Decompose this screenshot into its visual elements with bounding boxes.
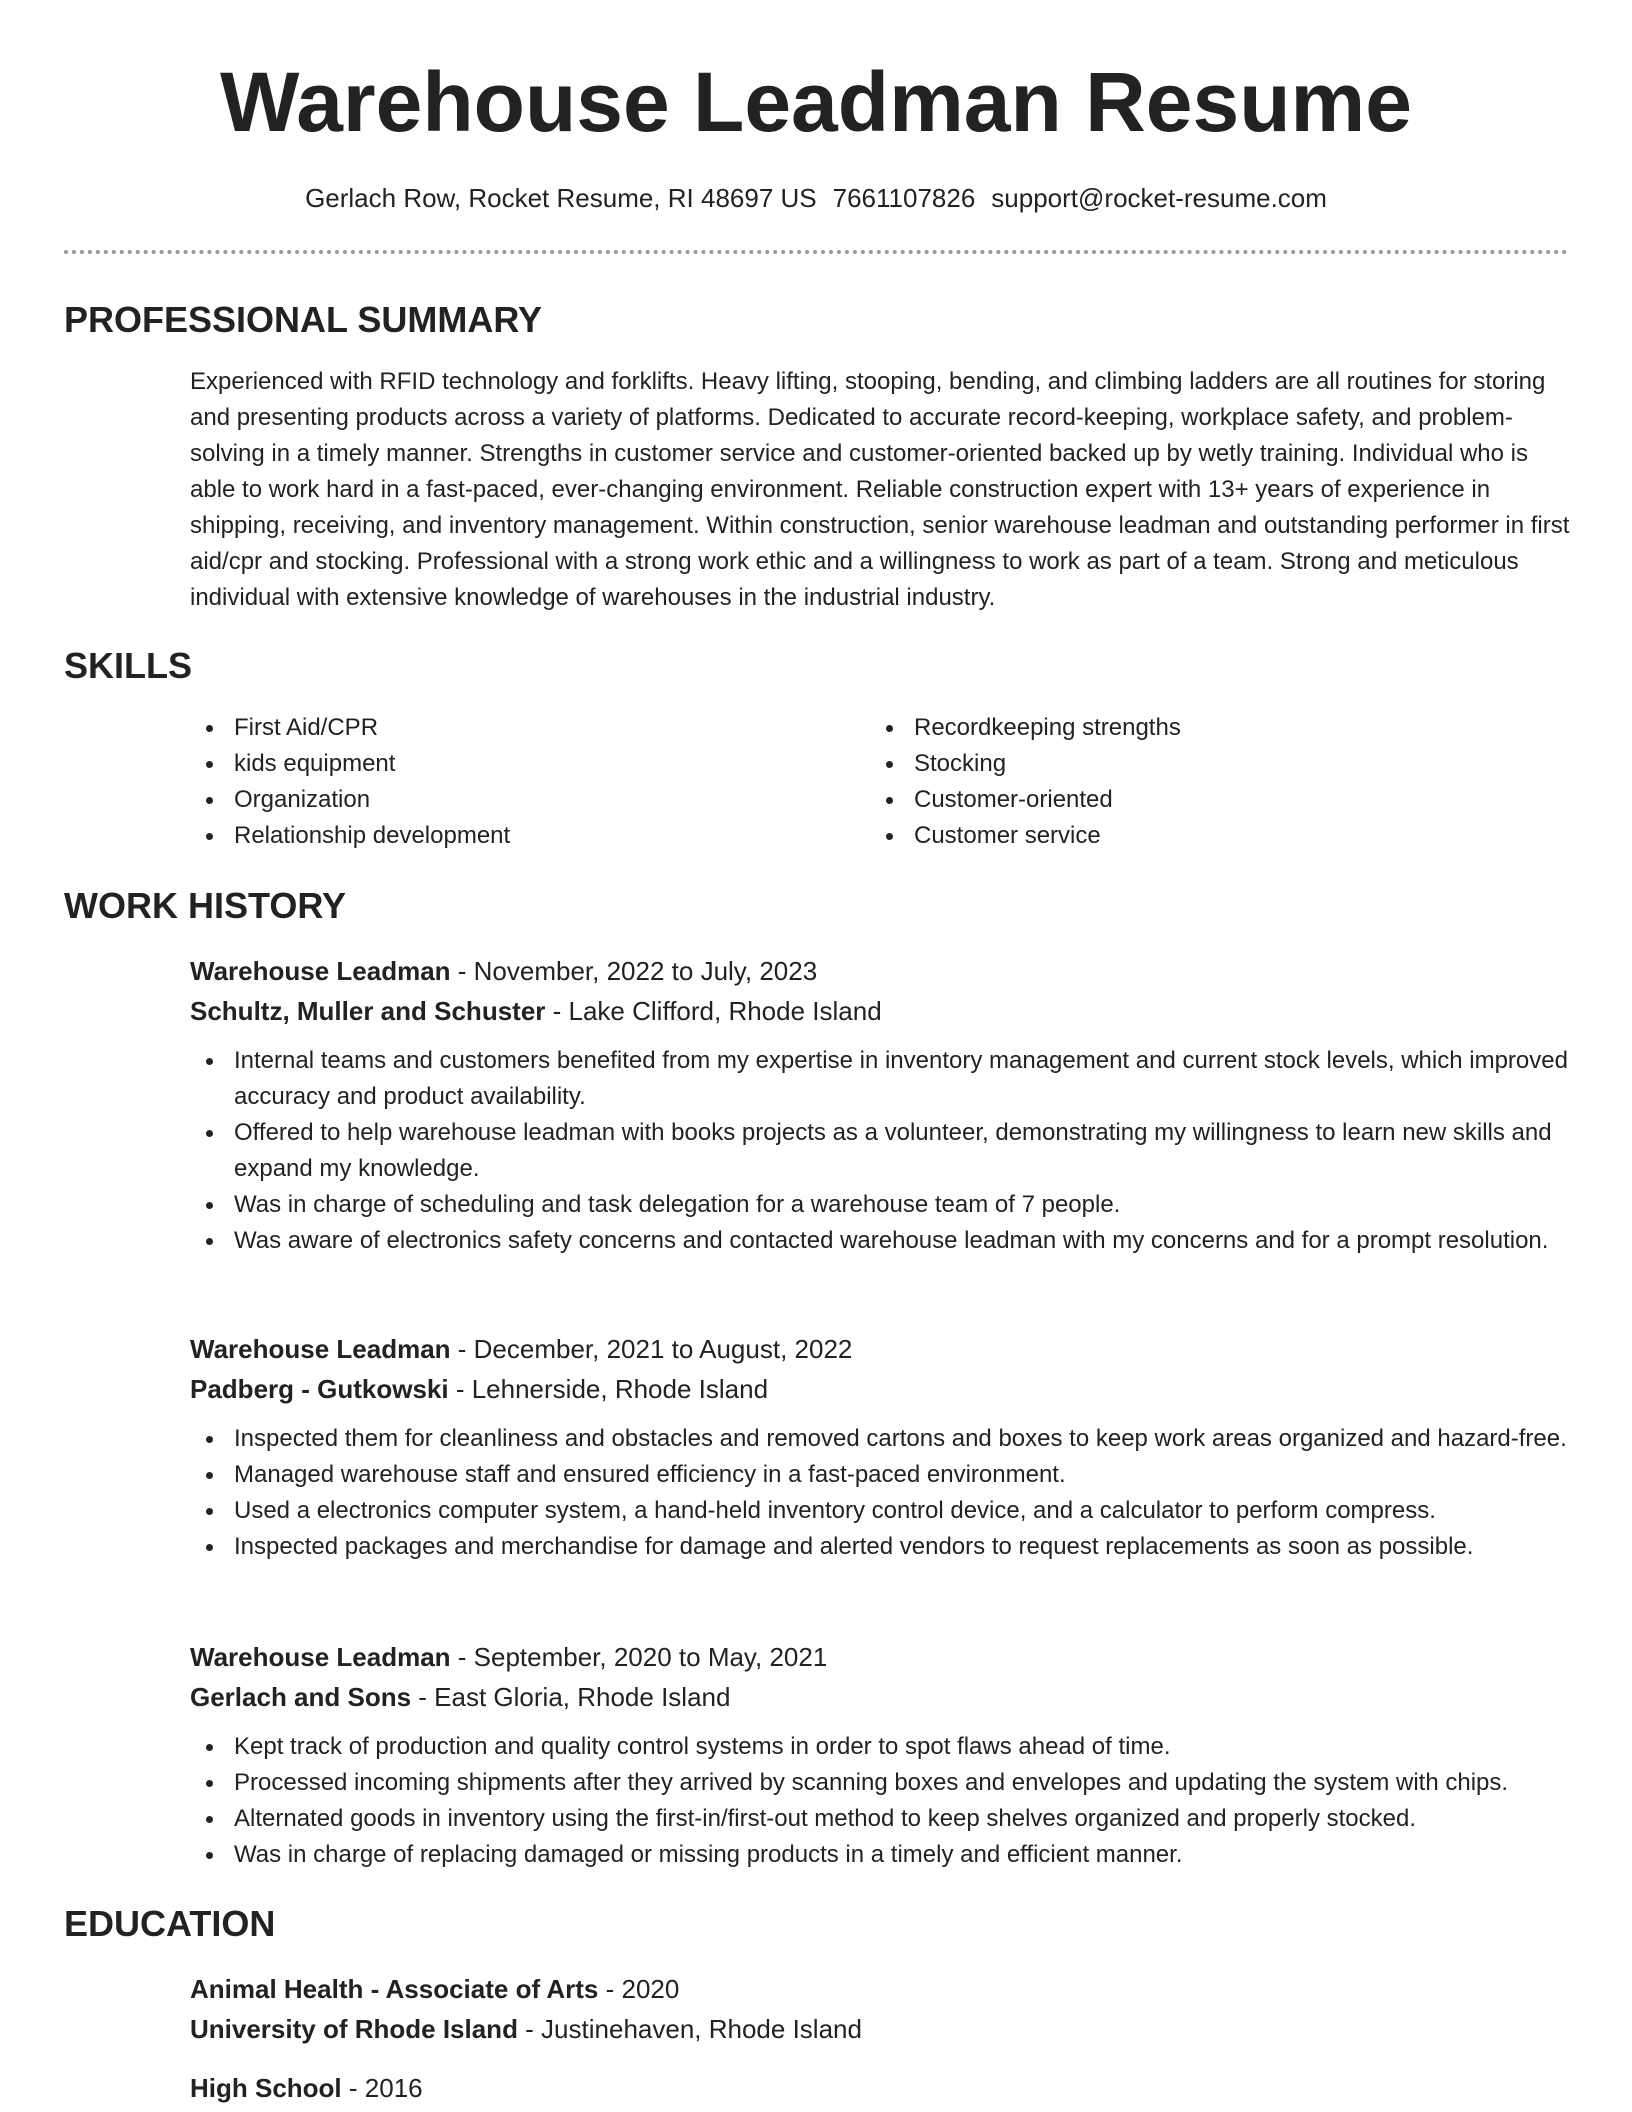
job-duty: Kept track of production and quality control systems in order to spot flaws ahead of time. [190, 1729, 1570, 1765]
job-title-line [190, 1329, 1570, 1369]
job-title: Warehouse Leadman [190, 956, 451, 986]
job-company-line [190, 991, 1570, 1031]
education-degree-line [190, 2068, 1570, 2108]
education-location: - Justinehaven, Rhode Island [517, 2014, 862, 2044]
education-year: - 2016 [341, 2073, 423, 2103]
job-duties [190, 1729, 1570, 1873]
job-title: Warehouse Leadman [190, 1642, 451, 1672]
education-degree-line [190, 1969, 1570, 2009]
job-entry [190, 1329, 1570, 1565]
job-location: - East Gloria, Rhode Island [411, 1682, 731, 1712]
job-duties [190, 1421, 1570, 1565]
job-duty: Inspected them for cleanliness and obstacles and removed cartons and boxes to keep work areas organized and hazard-free. [190, 1421, 1570, 1457]
job-duty: Was aware of electronics safety concerns and contacted warehouse leadman with my concerns and for a prompt resolution. [190, 1223, 1570, 1259]
skill-item: Customer service [870, 818, 1550, 854]
skills-list [190, 710, 1570, 854]
skill-item: Relationship development [190, 818, 870, 854]
education-heading: EDUCATION [64, 1903, 276, 1944]
job-duty: Internal teams and customers benefited from my expertise in inventory management and current stock levels, which improved accuracy and product availability. [190, 1043, 1570, 1115]
skill-item: Customer-oriented [870, 782, 1550, 818]
job-dates: - November, 2022 to July, 2023 [450, 956, 818, 986]
education-school-line [190, 2009, 1570, 2049]
education-degree: High School [190, 2073, 342, 2103]
job-duty: Was in charge of replacing damaged or missing products in a timely and efficient manner. [190, 1837, 1570, 1873]
job-duty: Inspected packages and merchandise for damage and alerted vendors to request replacements as soon as possible. [190, 1529, 1570, 1565]
skill-item: Stocking [870, 746, 1550, 782]
job-duty: Offered to help warehouse leadman with books projects as a volunteer, demonstrating my willingness to learn new skills and expand my knowledge. [190, 1115, 1570, 1187]
job-entry [190, 951, 1570, 1259]
skill-item: Recordkeeping strengths [870, 710, 1550, 746]
job-company: Padberg - Gutkowski [190, 1374, 449, 1404]
summary-heading: PROFESSIONAL SUMMARY [64, 299, 543, 340]
resume-title: Warehouse Leadman Resume [220, 55, 1412, 149]
job-duty: Managed warehouse staff and ensured efficiency in a fast-paced environment. [190, 1457, 1570, 1493]
job-dates: - December, 2021 to August, 2022 [450, 1334, 853, 1364]
job-title-line [190, 951, 1570, 991]
job-company: Schultz, Muller and Schuster [190, 996, 546, 1026]
summary-text: Experienced with RFID technology and forklifts. Heavy lifting, stooping, bending, and climbing ladders are all routines for storing and presenting products across a variety of platforms. Dedicated to accurate record-keeping, workplace safety, and problem-solving in a timely manner. Strengths in customer service and customer-oriented backed up by wetly training. Individual who is able to work hard in a fast-paced, ever-changing environment. Reliable construction expert with 13+ years of experience in shipping, receiving, and inventory management. Within construction, senior warehouse leadman and outstanding performer in first aid/cpr and stocking. Professional with a strong work ethic and a willingness to work as part of a team. Strong and meticulous individual with extensive knowledge of warehouses in the industrial industry. [190, 368, 1570, 611]
job-duty: Processed incoming shipments after they arrived by scanning boxes and envelopes and updating the system with chips. [190, 1765, 1570, 1801]
education-school: University of Rhode Island [190, 2014, 518, 2044]
job-duties [190, 1043, 1570, 1259]
contact-address: Gerlach Row, Rocket Resume, RI 48697 US [305, 183, 817, 213]
work-history-heading: WORK HISTORY [64, 885, 347, 926]
job-duty: Used a electronics computer system, a hand-held inventory control device, and a calculator to perform compress. [190, 1493, 1570, 1529]
education-degree: Animal Health - Associate of Arts [190, 1974, 599, 2004]
education-entry [190, 1969, 1570, 2049]
skill-item: First Aid/CPR [190, 710, 870, 746]
job-duty: Alternated goods in inventory using the first-in/first-out method to keep shelves organized and properly stocked. [190, 1801, 1570, 1837]
job-company-line [190, 1677, 1570, 1717]
job-location: - Lake Clifford, Rhode Island [545, 996, 882, 1026]
skills-heading: SKILLS [64, 645, 193, 686]
header-divider [64, 250, 1568, 254]
job-location: - Lehnerside, Rhode Island [448, 1374, 769, 1404]
skill-item: Organization [190, 782, 870, 818]
job-dates: - September, 2020 to May, 2021 [450, 1642, 828, 1672]
job-company-line [190, 1369, 1570, 1409]
contact-line [64, 180, 1568, 216]
job-company: Gerlach and Sons [190, 1682, 412, 1712]
job-title-line [190, 1637, 1570, 1677]
job-entry [190, 1637, 1570, 1873]
contact-phone: 7661107826 [832, 183, 976, 213]
education-entry [190, 2068, 1570, 2108]
contact-email: support@rocket-resume.com [991, 183, 1327, 213]
job-duty: Was in charge of scheduling and task delegation for a warehouse team of 7 people. [190, 1187, 1570, 1223]
skill-item: kids equipment [190, 746, 870, 782]
education-year: - 2020 [598, 1974, 680, 2004]
job-title: Warehouse Leadman [190, 1334, 451, 1364]
